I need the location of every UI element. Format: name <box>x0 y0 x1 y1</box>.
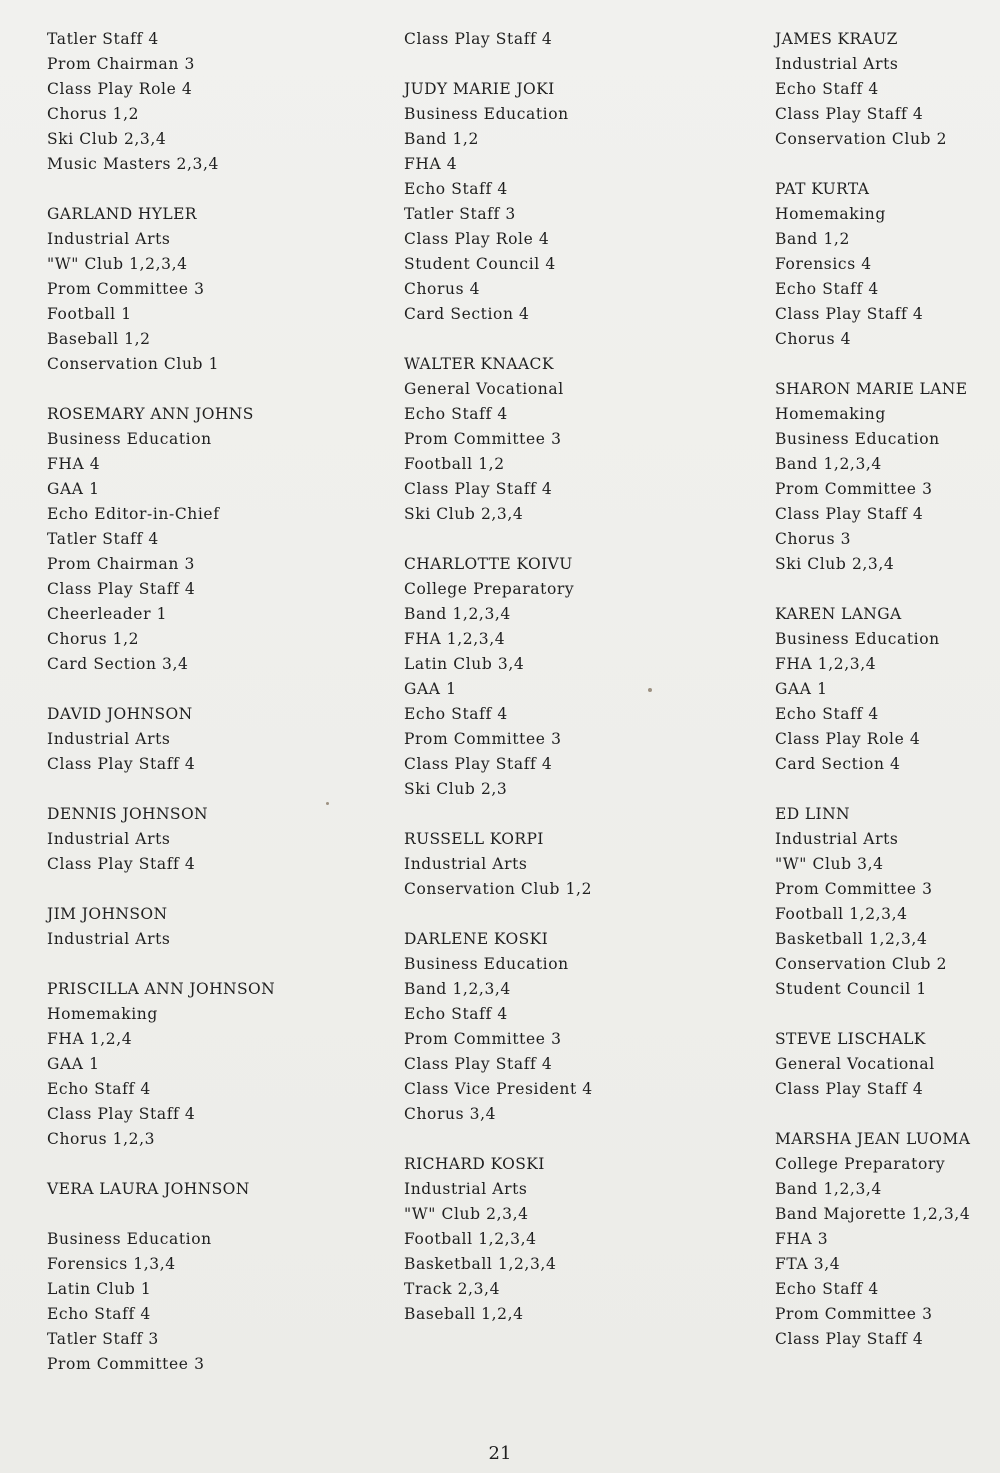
activity-line: Basketball 1,2,3,4 <box>775 930 928 948</box>
column-2 <box>404 27 744 1352</box>
activity-line: GAA 1 <box>404 680 457 698</box>
student-entry <box>404 827 744 902</box>
activity-line: Student Council 1 <box>775 980 927 998</box>
activity-line: Industrial Arts <box>47 830 171 848</box>
activity-line: Football 1,2 <box>404 455 505 473</box>
activity-line: Echo Staff 4 <box>775 80 879 98</box>
activity-line: Prom Committee 3 <box>47 1355 205 1373</box>
column-1 <box>47 27 377 1402</box>
activity-line: Forensics 1,3,4 <box>47 1255 176 1273</box>
activity-line: Cheerleader 1 <box>47 605 168 623</box>
activity-line: Echo Staff 4 <box>404 405 508 423</box>
student-entry <box>47 402 377 677</box>
activity-line: "W" Club 1,2,3,4 <box>47 255 188 273</box>
activity-line: Band 1,2,3,4 <box>404 980 511 998</box>
activity-line: Baseball 1,2 <box>47 330 151 348</box>
activity-line: Chorus 1,2 <box>47 630 140 648</box>
activity-line: Tatler Staff 3 <box>404 205 516 223</box>
student-entry <box>47 1177 377 1377</box>
activity-line: Class Play Staff 4 <box>775 305 924 323</box>
student-entry <box>775 377 1000 577</box>
activity-line: Class Play Staff 4 <box>47 855 196 873</box>
activity-line: Chorus 4 <box>775 330 852 348</box>
activity-line: Card Section 4 <box>775 755 901 773</box>
student-entry <box>775 1027 1000 1102</box>
activity-line: Track 2,3,4 <box>404 1280 501 1298</box>
activity-line: Prom Chairman 3 <box>47 55 195 73</box>
activity-line: Band 1,2 <box>775 230 850 248</box>
activity-line: Class Play Staff 4 <box>775 105 924 123</box>
activity-line: GAA 1 <box>775 680 828 698</box>
activity-line: Football 1 <box>47 305 132 323</box>
activity-line: Class Play Staff 4 <box>404 755 553 773</box>
student-name: WALTER KNAACK <box>404 355 554 373</box>
activity-line: Band 1,2,3,4 <box>775 455 882 473</box>
activity-line: Class Play Role 4 <box>404 230 550 248</box>
student-name: JIM JOHNSON <box>47 905 168 923</box>
activity-line: Class Vice President 4 <box>404 1080 593 1098</box>
student-name: PAT KURTA <box>775 180 870 198</box>
student-entry <box>47 802 377 877</box>
activity-line: Latin Club 1 <box>47 1280 152 1298</box>
student-entry <box>47 977 377 1152</box>
student-name: RUSSELL KORPI <box>404 830 544 848</box>
activity-line: Echo Staff 4 <box>47 1305 151 1323</box>
activity-line: College Preparatory <box>404 580 575 598</box>
student-name: GARLAND HYLER <box>47 205 197 223</box>
activity-line: Band 1,2 <box>404 130 479 148</box>
student-name: CHARLOTTE KOIVU <box>404 555 573 573</box>
activity-line: Echo Staff 4 <box>775 280 879 298</box>
activity-line: Class Play Staff 4 <box>47 755 196 773</box>
activity-line: Echo Staff 4 <box>775 1280 879 1298</box>
activity-line: Prom Committee 3 <box>404 430 562 448</box>
activity-line: Echo Staff 4 <box>47 1080 151 1098</box>
activity-line: Class Play Staff 4 <box>775 1080 924 1098</box>
activity-line: Echo Staff 4 <box>404 180 508 198</box>
activity-line: GAA 1 <box>47 1055 100 1073</box>
student-entry <box>404 77 744 327</box>
activity-line: College Preparatory <box>775 1155 946 1173</box>
activity-line: Ski Club 2,3,4 <box>775 555 895 573</box>
activity-line: Echo Editor-in-Chief <box>47 505 220 523</box>
activity-line: Business Education <box>404 105 569 123</box>
student-entry <box>47 202 377 377</box>
activity-line: Class Play Staff 4 <box>775 505 924 523</box>
student-entry <box>775 802 1000 1002</box>
activity-line: Ski Club 2,3,4 <box>47 130 167 148</box>
activity-line: Band Majorette 1,2,3,4 <box>775 1205 971 1223</box>
activity-line: Prom Committee 3 <box>404 1030 562 1048</box>
student-entry <box>404 27 744 52</box>
activity-line: Homemaking <box>775 405 886 423</box>
student-entry <box>404 552 744 802</box>
student-entry <box>47 902 377 952</box>
activity-line: Industrial Arts <box>404 855 528 873</box>
activity-line: Forensics 4 <box>775 255 872 273</box>
activity-line: General Vocational <box>775 1055 935 1073</box>
student-entry <box>47 702 377 777</box>
activity-line: Class Play Staff 4 <box>47 1105 196 1123</box>
student-name: KAREN LANGA <box>775 605 902 623</box>
student-name: DARLENE KOSKI <box>404 930 549 948</box>
activity-line: Ski Club 2,3,4 <box>404 505 524 523</box>
student-name: MARSHA JEAN LUOMA <box>775 1130 971 1148</box>
activity-line: Class Play Staff 4 <box>404 1055 553 1073</box>
student-name: DAVID JOHNSON <box>47 705 193 723</box>
activity-line: Ski Club 2,3 <box>404 780 508 798</box>
activity-line: Conservation Club 2 <box>775 130 948 148</box>
activity-line: Class Play Role 4 <box>775 730 921 748</box>
activity-line: GAA 1 <box>47 480 100 498</box>
activity-line: Business Education <box>47 430 212 448</box>
activity-line: Industrial Arts <box>775 830 899 848</box>
activity-line: Industrial Arts <box>47 930 171 948</box>
activity-line: Business Education <box>47 1230 212 1248</box>
activity-line: Homemaking <box>47 1005 158 1023</box>
student-name: ED LINN <box>775 805 851 823</box>
activity-line: Echo Staff 4 <box>775 705 879 723</box>
activity-line: Chorus 3,4 <box>404 1105 497 1123</box>
activity-line: FHA 1,2,4 <box>47 1030 133 1048</box>
page-number: 21 <box>488 1443 512 1464</box>
activity-line: "W" Club 2,3,4 <box>404 1205 529 1223</box>
activity-line: Prom Committee 3 <box>404 730 562 748</box>
activity-line: Conservation Club 1,2 <box>404 880 593 898</box>
activity-line: FHA 4 <box>404 155 458 173</box>
blank-line <box>47 1202 377 1227</box>
dust-speck <box>648 688 652 692</box>
dust-speck <box>326 802 329 805</box>
activity-line: Business Education <box>775 630 940 648</box>
activity-line: Card Section 4 <box>404 305 530 323</box>
student-name: PRISCILLA ANN JOHNSON <box>47 980 276 998</box>
student-entry <box>775 177 1000 352</box>
activity-line: Prom Committee 3 <box>775 880 933 898</box>
activity-line: Band 1,2,3,4 <box>404 605 511 623</box>
activity-line: Business Education <box>775 430 940 448</box>
activity-line: Conservation Club 2 <box>775 955 948 973</box>
activity-line: Prom Committee 3 <box>775 480 933 498</box>
activity-line: Industrial Arts <box>775 55 899 73</box>
student-name: JAMES KRAUZ <box>775 30 898 48</box>
activity-line: Music Masters 2,3,4 <box>47 155 219 173</box>
activity-line: FHA 4 <box>47 455 101 473</box>
activity-line: Latin Club 3,4 <box>404 655 525 673</box>
activity-line: Tatler Staff 4 <box>47 530 159 548</box>
activity-line: Chorus 1,2,3 <box>47 1130 156 1148</box>
activity-line: Industrial Arts <box>47 730 171 748</box>
student-name: RICHARD KOSKI <box>404 1155 545 1173</box>
activity-line: Class Play Staff 4 <box>775 1330 924 1348</box>
activity-line: Prom Chairman 3 <box>47 555 195 573</box>
activity-line: Basketball 1,2,3,4 <box>404 1255 557 1273</box>
activity-line: General Vocational <box>404 380 564 398</box>
student-name: DENNIS JOHNSON <box>47 805 209 823</box>
activity-line: Prom Committee 3 <box>775 1305 933 1323</box>
student-entry <box>47 27 377 177</box>
activity-line: FTA 3,4 <box>775 1255 841 1273</box>
activity-line: Chorus 3 <box>775 530 852 548</box>
activity-line: Conservation Club 1 <box>47 355 220 373</box>
activity-line: Band 1,2,3,4 <box>775 1180 882 1198</box>
activity-line: Echo Staff 4 <box>404 1005 508 1023</box>
student-entry <box>775 602 1000 777</box>
activity-line: Football 1,2,3,4 <box>775 905 908 923</box>
activity-line: FHA 1,2,3,4 <box>404 630 506 648</box>
student-entry <box>775 27 1000 152</box>
activity-line: Class Play Staff 4 <box>47 580 196 598</box>
activity-line: Chorus 4 <box>404 280 481 298</box>
student-entry <box>775 1127 1000 1352</box>
student-entry <box>404 1152 744 1327</box>
activity-line: Card Section 3,4 <box>47 655 189 673</box>
activity-line: FHA 1,2,3,4 <box>775 655 877 673</box>
activity-line: Chorus 1,2 <box>47 105 140 123</box>
student-name: STEVE LISCHALK <box>775 1030 926 1048</box>
activity-line: Student Council 4 <box>404 255 556 273</box>
activity-line: FHA 3 <box>775 1230 829 1248</box>
student-entry <box>404 352 744 527</box>
activity-line: Echo Staff 4 <box>404 705 508 723</box>
student-name: JUDY MARIE JOKI <box>404 80 555 98</box>
activity-line: Prom Committee 3 <box>47 280 205 298</box>
student-name: ROSEMARY ANN JOHNS <box>47 405 254 423</box>
student-entry <box>404 927 744 1127</box>
activity-line: Business Education <box>404 955 569 973</box>
activity-line: Tatler Staff 3 <box>47 1330 159 1348</box>
activity-line: Tatler Staff 4 <box>47 30 159 48</box>
activity-line: Class Play Staff 4 <box>404 30 553 48</box>
activity-line: Class Play Role 4 <box>47 80 193 98</box>
student-name: VERA LAURA JOHNSON <box>47 1180 250 1198</box>
activity-line: Class Play Staff 4 <box>404 480 553 498</box>
activity-line: Industrial Arts <box>47 230 171 248</box>
activity-line: Industrial Arts <box>404 1180 528 1198</box>
column-3 <box>775 27 1000 1377</box>
activity-line: Homemaking <box>775 205 886 223</box>
activity-line: Baseball 1,2,4 <box>404 1305 524 1323</box>
student-name: SHARON MARIE LANE <box>775 380 968 398</box>
activity-line: Football 1,2,3,4 <box>404 1230 537 1248</box>
activity-line: "W" Club 3,4 <box>775 855 884 873</box>
